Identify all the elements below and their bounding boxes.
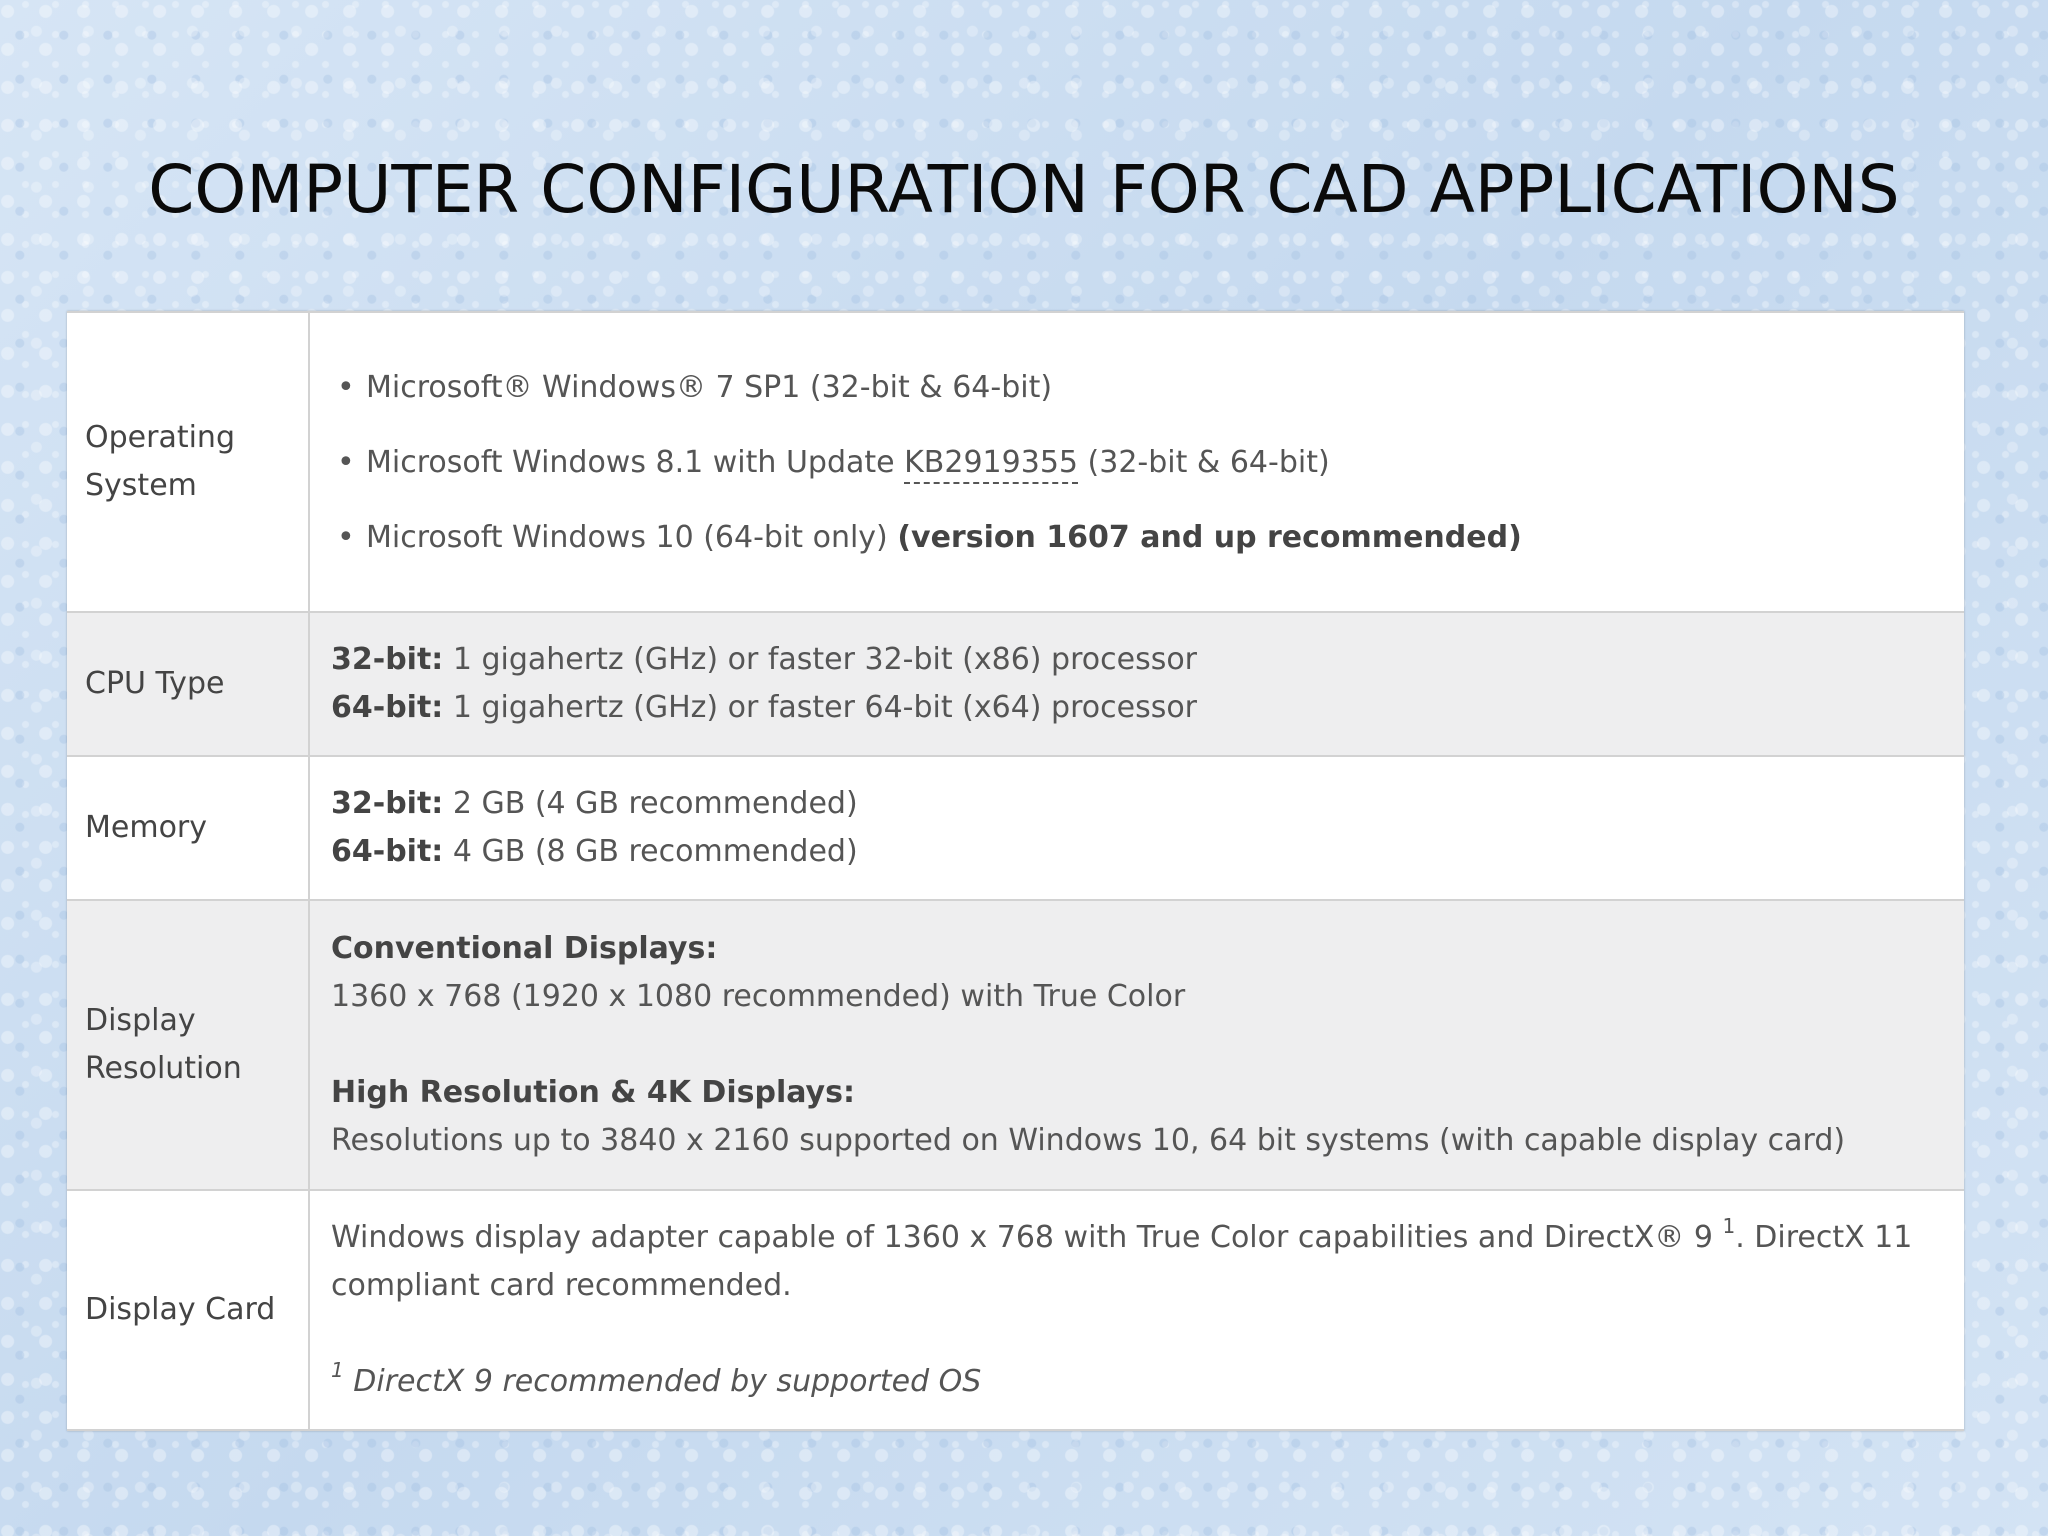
label-memory: Memory	[67, 756, 309, 900]
label-display-card: Display Card	[67, 1190, 309, 1430]
list-item	[331, 500, 1934, 575]
os-item-text: (32-bit & 64-bit)	[1078, 444, 1330, 480]
memory-line	[331, 828, 1934, 876]
slide-title: COMPUTER CONFIGURATION FOR CAD APPLICATIONS	[148, 151, 1900, 228]
spacer	[331, 1021, 1934, 1069]
value-cpu-type	[309, 612, 1964, 756]
list-item	[331, 425, 1934, 500]
value-memory	[309, 756, 1964, 900]
cpu-desc: 1 gigahertz (GHz) or faster 64-bit (x64) processor	[443, 690, 1198, 725]
label-line: System	[85, 468, 197, 503]
table-row-operating-system	[67, 312, 1964, 612]
memory-desc: 4 GB (8 GB recommended)	[443, 834, 858, 869]
high-res-heading: High Resolution & 4K Displays:	[331, 1075, 855, 1110]
os-list	[331, 350, 1934, 575]
footnote	[331, 1358, 1934, 1406]
os-item-text: Microsoft Windows 10 (64-bit only)	[366, 519, 898, 555]
label-display-resolution	[67, 900, 309, 1190]
value-operating-system	[309, 312, 1964, 612]
cpu-line	[331, 684, 1934, 732]
bullet-icon: •	[337, 369, 355, 405]
card-text: Windows display adapter capable of 1360 x 768 with True Color capabilities and DirectX® 9	[331, 1220, 1723, 1255]
os-item-text: Microsoft® Windows® 7 SP1 (32-bit & 64-bit)	[366, 369, 1053, 405]
label-operating-system	[67, 312, 309, 612]
memory-bits: 64-bit:	[331, 834, 444, 869]
os-item-note: (version 1607 and up recommended)	[897, 519, 1522, 555]
bullet-icon: •	[337, 444, 355, 480]
table-row-display-resolution	[67, 900, 1964, 1190]
conventional-heading: Conventional Displays:	[331, 931, 718, 966]
spacer	[331, 1310, 1934, 1358]
kb-link[interactable]: KB2919355	[904, 445, 1078, 484]
list-item	[331, 350, 1934, 425]
label-line: Display	[85, 1003, 196, 1038]
card-text: . DirectX 11 compliant card recommended.	[331, 1220, 1913, 1303]
cpu-bits: 64-bit:	[331, 690, 444, 725]
memory-bits: 32-bit:	[331, 786, 444, 821]
cpu-line	[331, 636, 1934, 684]
cpu-bits: 32-bit:	[331, 642, 444, 677]
memory-desc: 2 GB (4 GB recommended)	[443, 786, 858, 821]
high-res-text: Resolutions up to 3840 x 2160 supported on Windows 10, 64 bit systems (with capable display card)	[331, 1123, 1846, 1158]
spec-table	[67, 311, 1964, 1431]
conventional-text: 1360 x 768 (1920 x 1080 recommended) with True Color	[331, 979, 1186, 1014]
footnote-mark: 1	[331, 1358, 344, 1382]
table-row-display-card	[67, 1190, 1964, 1430]
footnote-text: DirectX 9 recommended by supported OS	[343, 1364, 982, 1399]
display-card-text	[331, 1214, 1934, 1310]
value-display-resolution	[309, 900, 1964, 1190]
label-cpu-type: CPU Type	[67, 612, 309, 756]
bullet-icon: •	[337, 519, 355, 555]
table-row-memory	[67, 756, 1964, 900]
footnote-ref: 1	[1722, 1214, 1736, 1238]
label-line: Resolution	[85, 1051, 242, 1086]
os-item-text: Microsoft Windows 8.1 with Update	[366, 444, 905, 480]
label-line: Operating	[85, 420, 235, 455]
cpu-desc: 1 gigahertz (GHz) or faster 32-bit (x86) processor	[443, 642, 1198, 677]
memory-line	[331, 780, 1934, 828]
value-display-card	[309, 1190, 1964, 1430]
table-row-cpu-type	[67, 612, 1964, 756]
